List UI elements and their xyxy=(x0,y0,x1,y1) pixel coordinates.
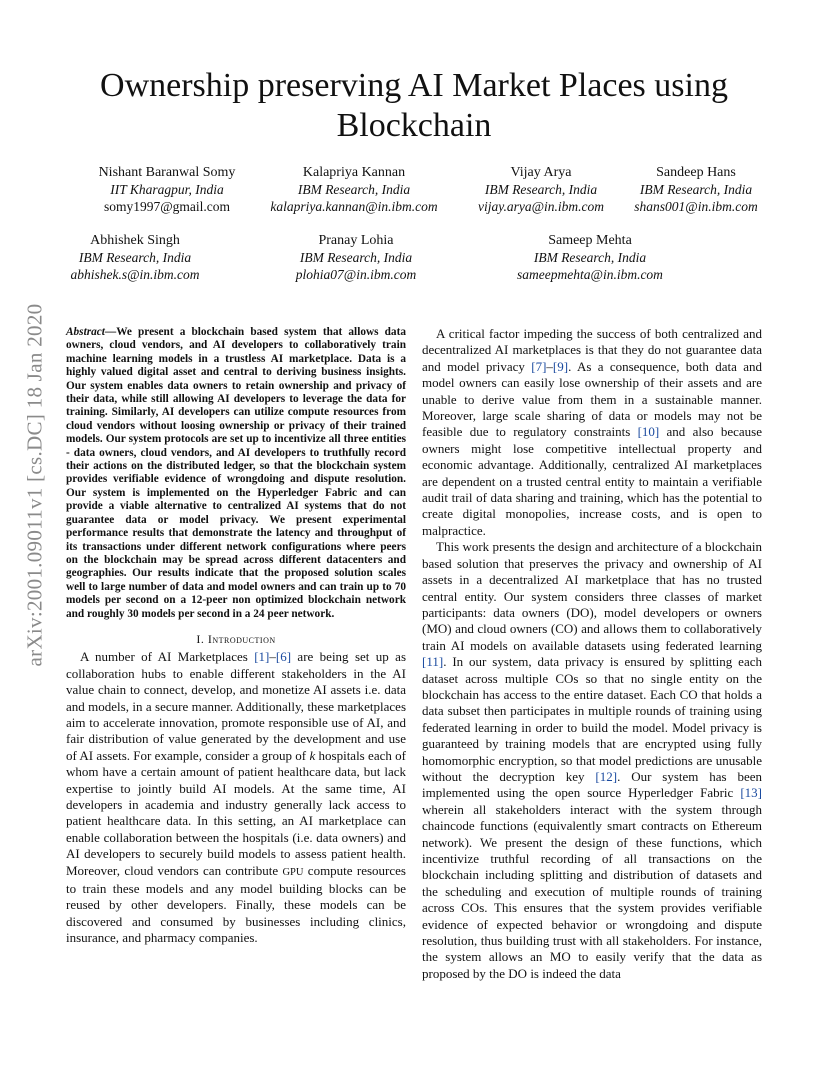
text-run: This work presents the design and architecture of a blockchain based solution that preserves the privacy and ownership of AI assets in a decentralized AI marketplace that has no trusted central entity. Our system considers three classes of market participants: data owners (DO), model developers or owners (MO) and cloud owners (CO) and allows them to collaboratively train AI models on available datasets using federated learning xyxy=(422,539,762,653)
math-variable: k xyxy=(309,747,316,763)
section-heading-text: I. Introduction xyxy=(196,631,276,646)
author-affiliation: IBM Research, India xyxy=(484,182,598,197)
author-email: kalapriya.kannan@in.ibm.com xyxy=(270,199,438,214)
abstract-text: —We present a blockchain based system that allows data owners, cloud vendors, and AI developers to collaboratively train machine learning models in a trustless AI marketplace. Data is a highly valued digital asset and central to deriving business insights. Our system enables data owners to retain ownership and privacy of their data, while still allowing AI developers to leverage the data for training. Similarly, AI developers can utilize compute resources from cloud vendors without loosing ownership or privacy of their trained models. Our system protocols are set up to incentivize all three entities - data owners, cloud vendors, and AI developers to truthfully record their actions on the distributed ledger, so that the blockchain system provides verifiable evidence of wrongdoing and dispute resolution. Our system is implemented on the Hyperledger Fabric and can provide a viable alternative to centralized AI systems that do not guarantee data or model privacy. We present experimental performance results that demonstrate the latency and throughput of its transactions under different network configurations where peers on the blockchain may be spread across different datacenters and geographies. Our results indicate that the proposed solution scales well to large number of data and model owners and can train up to 70 models per second on a 12-peer non optimized blockchain network and roughly 30 models per second in a 24 peer network. xyxy=(66,326,406,620)
author-affiliation: IBM Research, India xyxy=(299,250,413,265)
text-run: A critical factor impeding the success of both centralized and decentralized AI marketplaces is that they do not guarantee data and model privacy xyxy=(422,326,762,374)
author-affiliation: IBM Research, India xyxy=(533,250,647,265)
body-paragraph xyxy=(422,539,762,982)
text-run: and also because owners might lose competitive intellectual property and economic advantage. Additionally, centralized AI marketplaces are dependent on a trusted central entity to maintain a verifiable audit trail of data sharing and training, which has the potential to create digital monopolies, increase costs, and is open to malpractice. xyxy=(422,424,762,538)
text-run: – xyxy=(269,649,276,665)
citation-link[interactable]: [7] xyxy=(531,358,547,374)
author-name: Abhishek Singh xyxy=(90,233,180,248)
author-affiliation: IBM Research, India xyxy=(78,250,192,265)
author-email: sameepmehta@in.ibm.com xyxy=(517,267,663,282)
arxiv-side-stamp xyxy=(22,290,48,680)
intro-paragraph xyxy=(66,649,406,946)
body-paragraph xyxy=(422,326,762,539)
author-email: vijay.arya@in.ibm.com xyxy=(477,199,605,214)
author-block xyxy=(586,164,806,215)
text-run: wherein all stakeholders interact with the system through chaincode functions (equivalently smart contracts on Ethereum network). We present the design of these functions, which incentivize truthful recording of all transactions on the blockchain including splitting and distribution of datasets and the scheduling and execution of multiple rounds of training across COs. This ensures that the system provides verifiable evidence of expected behavior or wrongdoing and dispute resolution, thus building trust with all stakeholders. For instance, the system allows an MO to easily verify that the data as proposed by the DO is indeed the data xyxy=(422,801,762,981)
text-run: GPU xyxy=(282,866,304,878)
author-affiliation: IBM Research, India xyxy=(639,182,753,197)
author-block xyxy=(25,232,245,283)
section-heading xyxy=(66,631,406,647)
author-name: Nishant Baranwal Somy xyxy=(98,165,236,180)
text-run: . Our system has been implemented using the open source Hyperledger Fabric xyxy=(422,768,762,801)
author-email: shans001@in.ibm.com xyxy=(634,199,758,214)
author-block xyxy=(480,232,700,283)
author-affiliation: IBM Research, India xyxy=(297,182,411,197)
author-name: Vijay Arya xyxy=(510,165,572,180)
text-run: compute resources to train these models and any model building blocks can be reused by other developers. Finally, these models can be discovered and consumed by businesses including clinics, insurance, and pharmacy companies. xyxy=(66,862,406,946)
text-run: hospitals each of whom have a certain amount of patient healthcare data, but lack expertise to jointly build AI models. At the same time, AI developers in academia and industry generally lack access to patient healthcare data. In this setting, an AI marketplace can enable collaboration between the hospitals (i.e. data owners) and AI developers to securely build models to assess patient health. Moreover, cloud vendors can contribute xyxy=(66,747,406,878)
text-run: A number of AI Marketplaces xyxy=(80,649,255,665)
arxiv-identifier: arXiv:2001.09011v1 [cs.DC] 18 Jan 2020 xyxy=(22,303,47,667)
citation-link[interactable]: [12] xyxy=(595,768,618,784)
right-column xyxy=(422,326,762,982)
left-column xyxy=(66,326,406,947)
author-email: plohia07@in.ibm.com xyxy=(295,267,417,282)
paper-title: Ownership preserving AI Market Places using Blockchain xyxy=(100,67,728,144)
citation-link[interactable]: [13] xyxy=(740,785,762,801)
author-affiliation: IIT Kharagpur, India xyxy=(110,182,224,197)
citation-link[interactable]: [6] xyxy=(275,649,292,665)
citation-link[interactable]: [11] xyxy=(422,654,444,670)
abstract-label: Abstract xyxy=(66,326,105,338)
text-run: – xyxy=(546,358,553,374)
text-run: are being set up as collaboration hubs to enable different stakeholders in the AI value chain to connect, develop, and monetize AI assets i.e. data and models, in a secure manner. Additionally, these marketplaces aim to accelerate innovation, promote responsible use of AI, and fair distribution of value generated by the development and use of AI assets. For example, consider a group of xyxy=(66,649,406,763)
author-email: somy1997@gmail.com xyxy=(103,199,231,214)
author-email: abhishek.s@in.ibm.com xyxy=(70,267,200,282)
author-block xyxy=(246,232,466,283)
citation-link[interactable]: [9] xyxy=(552,358,569,374)
text-run: . In our system, data privacy is ensured by splitting each dataset across multiple COs so that no single entity on the blockchain has access to the entire dataset. Each CO that holds a data subset then participates in multiple rounds of training using federated learning in order to build the model. Model privacy is guaranteed by training models that are encrypted using fully homomorphic encryption, so that model predictions are unusable without the decryption key xyxy=(422,654,762,784)
author-name: Pranay Lohia xyxy=(318,233,394,248)
author-name: Sandeep Hans xyxy=(656,165,736,180)
abstract xyxy=(66,326,406,621)
citation-link[interactable]: [10] xyxy=(637,424,660,440)
author-name: Sameep Mehta xyxy=(548,233,632,248)
author-name: Kalapriya Kannan xyxy=(302,165,406,180)
citation-link[interactable]: [1] xyxy=(254,649,270,665)
text-run: . As a consequence, both data and model owners can easily lose ownership of their assets and are unable to derive value from them in a sustainable manner. Moreover, large scale sharing of data or models may not be feasible due to regulatory constraints xyxy=(422,358,762,440)
